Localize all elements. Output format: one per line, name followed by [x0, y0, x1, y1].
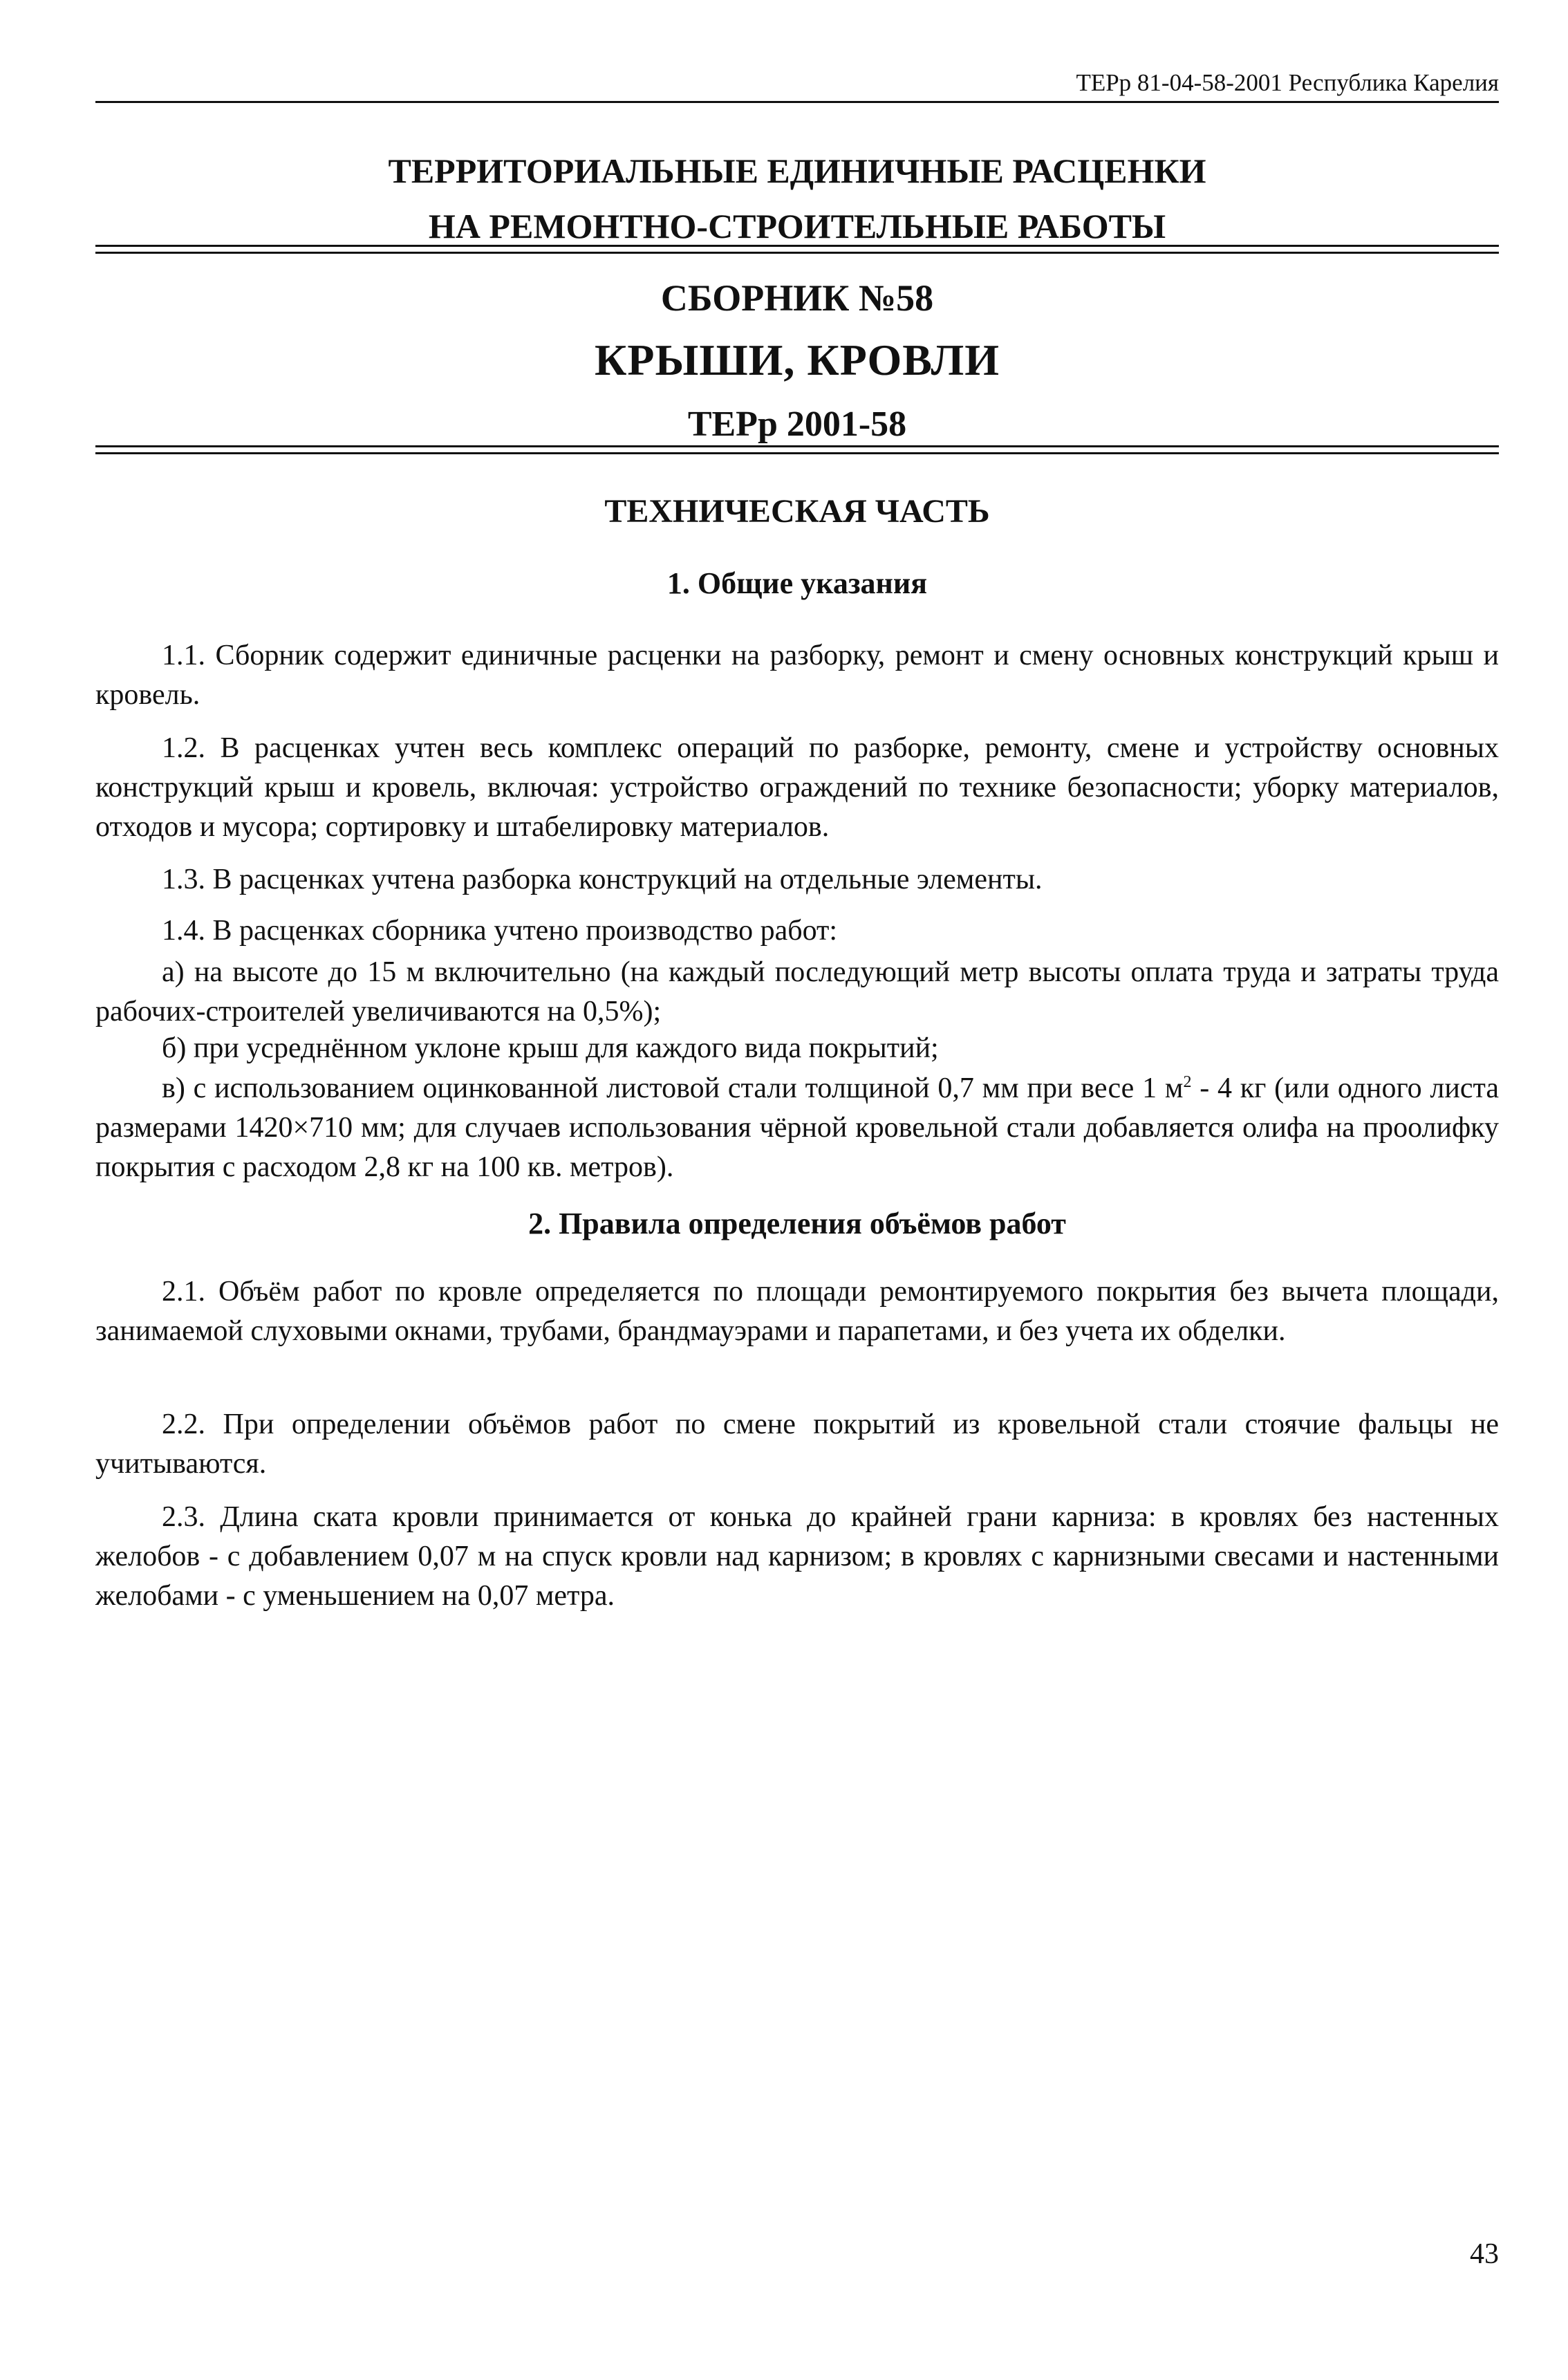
paragraph-1-2: 1.2. В расценках учтен весь комплекс операций по разборке, ремонту, смене и устройству основных конструкций крыш и кровель, включая: устройство ограждений по технике безопасности; уборку материалов, отходов и мусора; сортировку и штабелировку материалов. [95, 732, 1499, 843]
superscript-2: 2 [1183, 1073, 1192, 1091]
title-line-1: ТЕРРИТОРИАЛЬНЫЕ ЕДИНИЧНЫЕ РАСЦЕНКИ [388, 151, 1206, 190]
paragraph-2-1: 2.1. Объём работ по кровле определяется по площади ремонтируемого покрытия без вычета площади, занимаемой слуховыми окнами, трубами, брандмауэрами и парапетами, и без учета их обделки. [95, 1276, 1499, 1347]
collection-code: ТЕРр 2001-58 [687, 405, 907, 444]
subject-title: КРЫШИ, КРОВЛИ [594, 335, 1000, 384]
title-rule-bottom [95, 445, 1499, 454]
section-1-heading: 1. Общие указания [666, 566, 928, 600]
page-number: 43 [1470, 2238, 1499, 2270]
title-rule-top [95, 245, 1499, 254]
section-2-heading: 2. Правила определения объёмов работ [528, 1207, 1066, 1240]
paragraph-2-2: 2.2. При определении объёмов работ по смене покрытий из кровельной стали стоячие фальцы не учитываются. [95, 1409, 1499, 1480]
part-title: ТЕХНИЧЕСКАЯ ЧАСТЬ [604, 493, 990, 530]
paragraph-1-1: 1.1. Сборник содержит единичные расценки на разборку, ремонт и смену основных конструкций крыш и кровель. [95, 640, 1499, 711]
title-line-2: НА РЕМОНТНО-СТРОИТЕЛЬНЫЕ РАБОТЫ [428, 207, 1166, 245]
paragraph-1-4-a: а) на высоте до 15 м включительно (на каждый последующий метр высоты оплата труда и затраты труда рабочих-строителей увеличиваются на 0,5%); [95, 956, 1499, 1028]
document-page [95, 0, 1499, 2380]
paragraph-1-4-c: в) с использованием оцинкованной листовой стали толщиной 0,7 мм при весе 1 $м^2 - 4$ кг (или одного листа размерами 1420×710 мм; для случаев использования чёрной кровельной стали добавляется олифа на проолифку покрытия с расходом 2,8 кг на 100 кв. метров). [95, 1072, 1500, 1183]
running-header: ТЕРр 81-04-58-2001 Республика Карелия [1076, 69, 1499, 96]
paragraph-1-4-b: б) при усреднённом уклоне крыш для каждого вида покрытий; [162, 1032, 939, 1064]
collection-title: СБОРНИК №58 [660, 277, 934, 319]
paragraph-1-4: 1.4. В расценках сборника учтено производство работ: [162, 915, 838, 947]
paragraph-2-3: 2.3. Длина ската кровли принимается от конька до крайней грани карниза: в кровлях без настенных желобов - с добавлением 0,07 м на спуск кровли над карнизом; в кровлях с карнизными свесами и настенными желобами - с уменьшением на 0,07 метра. [95, 1501, 1499, 1612]
header-rule [95, 101, 1499, 103]
paragraph-1-3: 1.3. В расценках учтена разборка конструкций на отдельные элементы. [162, 864, 1043, 895]
